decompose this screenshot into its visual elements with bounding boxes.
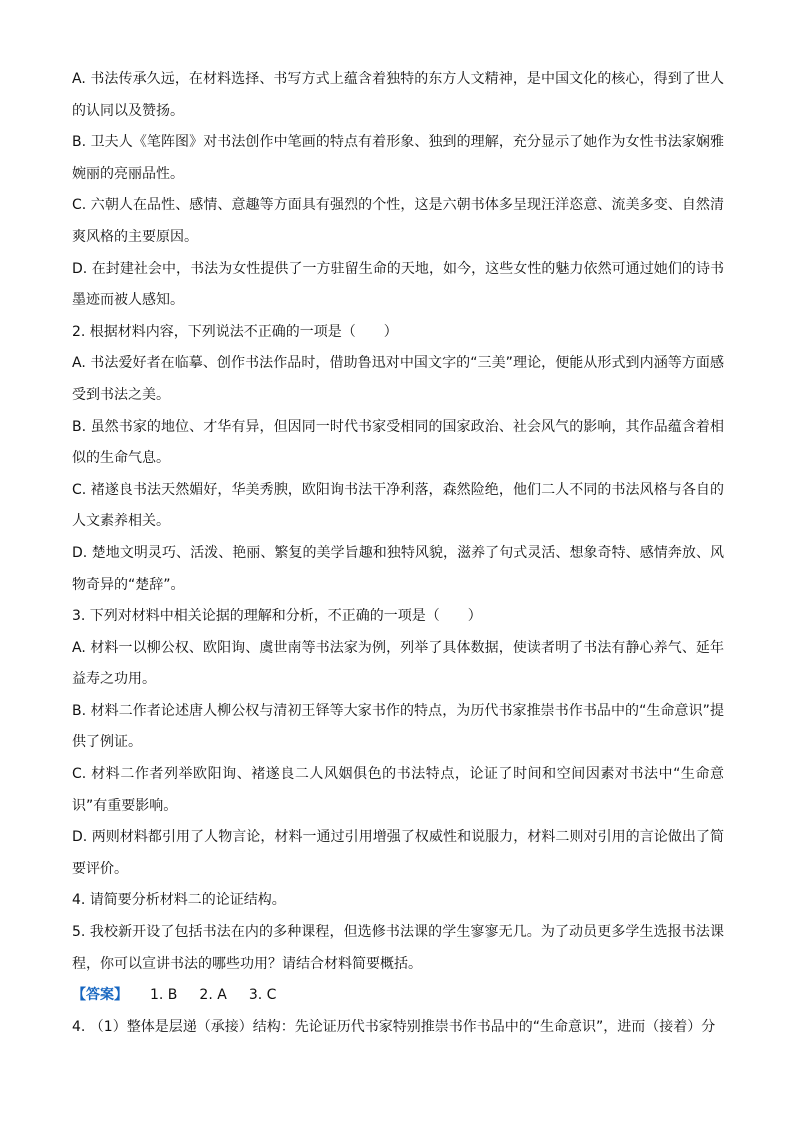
answer-key-line <box>72 980 724 1012</box>
q1-option-c: C. 六朝人在品性、感情、意趣等方面具有强烈的个性，这是六朝书体多呈现汪洋恣意、流美多变、自然清爽风格的主要原因。 <box>72 197 724 245</box>
q1-option-b: B. 卫夫人《笔阵图》对书法创作中笔画的特点有着形象、独到的理解，充分显示了她作为女性书法家娴雅婉丽的亮丽品性。 <box>72 134 724 182</box>
document-body <box>72 64 724 1043</box>
q1-option-d: D. 在封建社会中，书法为女性提供了一方驻留生命的天地，如今，这些女性的魅力依然可通过她们的诗书墨迹而被人感知。 <box>72 260 724 309</box>
q2-option-b: B. 虽然书家的地位、才华有异，但因同一时代书家受相同的国家政治、社会风气的影响，其作品蕴含着相似的生命气息。 <box>72 418 724 467</box>
answer-key-3: 3. C <box>248 987 277 1004</box>
answer-key-2: 2. A <box>199 987 227 1004</box>
q3-option-d: D. 两则材料都引用了人物言论，材料一通过引用增强了权威性和说服力，材料二则对引用的言论做出了简要评价。 <box>72 829 724 877</box>
q3-stem: 3. 下列对材料中相关论据的理解和分析，不正确的一项是（ ） <box>72 608 482 625</box>
q2-option-d: D. 楚地文明灵巧、活泼、艳丽、繁复的美学旨趣和独特风貌，滋养了句式灵活、想象奇特、感情奔放、风物奇异的“楚辞”。 <box>72 544 724 593</box>
q3-option-c: C. 材料二作者列举欧阳询、褚遂良二人风姻俱色的书法特点，论证了时间和空间因素对书法中“生命意识”有重要影响。 <box>72 766 724 814</box>
answer-4-text: 4. （1）整体是层递（承接）结构：先论证历代书家特别推崇书作书品中的“生命意识”，进而（接着）分 <box>72 1018 716 1035</box>
q2-option-a: A. 书法爱好者在临摹、创作书法作品时，借助鲁迅对中国文字的“三美”理论，便能从形式到内涵等方面感受到书法之美。 <box>72 355 724 403</box>
q3-option-b: B. 材料二作者论述唐人柳公权与清初王铎等大家书作的特点，为历代书家推崇书作书品中的“生命意识”提供了例证。 <box>72 702 724 751</box>
answer-label: 【答案】 <box>72 987 128 1004</box>
q5-stem: 5. 我校新开设了包括书法在内的多种课程，但选修书法课的学生寥寥无几。为了动员更多学生选报书法课程，你可以宣讲书法的哪些功用？请结合材料简要概括。 <box>72 924 724 972</box>
q2-stem: 2. 根据材料内容，下列说法不正确的一项是（ ） <box>72 323 398 340</box>
q2-option-c: C. 褚遂良书法天然媚好，华美秀腴，欧阳询书法干净利落，森然险绝，他们二人不同的书法风格与各自的人文素养相关。 <box>72 481 724 530</box>
q1-option-a: A. 书法传承久远，在材料选择、书写方式上蕴含着独特的东方人文精神，是中国文化的核心，得到了世人的认同以及赞扬。 <box>72 71 724 119</box>
q3-option-a: A. 材料一以柳公权、欧阳询、虞世南等书法家为例，列举了具体数据，使读者明了书法有静心养气、延年益寿之功用。 <box>72 639 724 688</box>
answer-key-1: 1. B <box>150 987 178 1004</box>
q4-stem: 4. 请简要分析材料二的论证结构。 <box>72 892 286 909</box>
